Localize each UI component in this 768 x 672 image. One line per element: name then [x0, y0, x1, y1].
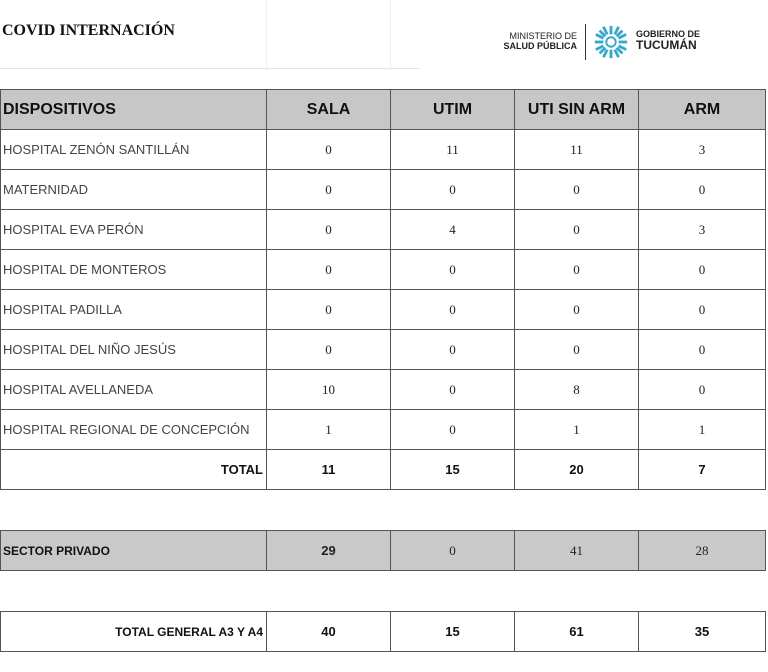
total-label: TOTAL — [1, 450, 267, 490]
general-arm: 35 — [639, 612, 766, 652]
cell-uti-sin-arm: 0 — [515, 330, 639, 370]
table-row — [1, 410, 766, 450]
total-arm: 7 — [639, 450, 766, 490]
spacer-cell — [1, 490, 766, 531]
cell-sala: 0 — [267, 170, 391, 210]
hospital-name: HOSPITAL DE MONTEROS — [1, 250, 267, 290]
cell-arm: 0 — [639, 290, 766, 330]
ministerio-line1: MINISTERIO DE — [509, 31, 577, 41]
table-row — [1, 250, 766, 290]
cell-sala: 0 — [267, 210, 391, 250]
cell-utim: 0 — [391, 410, 515, 450]
cell-arm: 0 — [639, 170, 766, 210]
general-utim: 15 — [391, 612, 515, 652]
total-uti-sin-arm: 20 — [515, 450, 639, 490]
cell-utim: 0 — [391, 330, 515, 370]
private-uti-sin-arm: 41 — [515, 531, 639, 571]
private-sector-row — [1, 531, 766, 571]
column-header-sala: SALA — [267, 90, 391, 130]
hospital-name: HOSPITAL ZENÓN SANTILLÁN — [1, 130, 267, 170]
total-general-row — [1, 612, 766, 652]
cell-uti-sin-arm: 0 — [515, 250, 639, 290]
cell-sala: 10 — [267, 370, 391, 410]
column-header-uti-sin-arm: UTI SIN ARM — [515, 90, 639, 130]
ministerio-text — [497, 31, 577, 51]
column-header-utim: UTIM — [391, 90, 515, 130]
table-row — [1, 210, 766, 250]
table-header-row — [1, 90, 766, 130]
cell-arm: 3 — [639, 130, 766, 170]
gobierno-line2: TUCUMÁN — [636, 38, 697, 52]
cell-uti-sin-arm: 0 — [515, 170, 639, 210]
private-arm: 28 — [639, 531, 766, 571]
logo-separator — [585, 24, 586, 60]
cell-utim: 0 — [391, 370, 515, 410]
hospital-name: HOSPITAL DEL NIÑO JESÚS — [1, 330, 267, 370]
cell-sala: 1 — [267, 410, 391, 450]
cell-utim: 4 — [391, 210, 515, 250]
cell-uti-sin-arm: 0 — [515, 210, 639, 250]
cell-uti-sin-arm: 8 — [515, 370, 639, 410]
hospital-name: HOSPITAL PADILLA — [1, 290, 267, 330]
cell-arm: 0 — [639, 370, 766, 410]
total-general-label: TOTAL GENERAL A3 Y A4 — [1, 612, 267, 652]
tucuman-emblem-icon — [592, 23, 630, 61]
gridline — [266, 0, 267, 70]
cell-uti-sin-arm: 0 — [515, 290, 639, 330]
cell-utim: 0 — [391, 290, 515, 330]
table-row — [1, 330, 766, 370]
cell-arm: 3 — [639, 210, 766, 250]
total-utim: 15 — [391, 450, 515, 490]
column-header-arm: ARM — [639, 90, 766, 130]
ministerio-line2: SALUD PÚBLICA — [503, 41, 577, 51]
table-row — [1, 130, 766, 170]
general-uti-sin-arm: 61 — [515, 612, 639, 652]
cell-sala: 0 — [267, 250, 391, 290]
total-row — [1, 450, 766, 490]
total-sala: 11 — [267, 450, 391, 490]
header-divider — [0, 68, 420, 69]
private-sala: 29 — [267, 531, 391, 571]
cell-arm: 1 — [639, 410, 766, 450]
cell-sala: 0 — [267, 130, 391, 170]
internacion-table — [0, 89, 766, 652]
gobierno-line1: GOBIERNO DE — [636, 29, 701, 39]
gridline — [390, 0, 391, 70]
cell-utim: 0 — [391, 170, 515, 210]
table-row — [1, 170, 766, 210]
hospital-name: HOSPITAL AVELLANEDA — [1, 370, 267, 410]
page-title: COVID INTERNACIÓN — [2, 22, 175, 39]
hospital-name: HOSPITAL REGIONAL DE CONCEPCIÓN — [1, 410, 267, 450]
cell-arm: 0 — [639, 330, 766, 370]
gobierno-text — [636, 29, 700, 52]
hospital-name: MATERNIDAD — [1, 170, 267, 210]
cell-uti-sin-arm: 1 — [515, 410, 639, 450]
cell-utim: 0 — [391, 250, 515, 290]
private-sector-label: SECTOR PRIVADO — [1, 531, 267, 571]
cell-arm: 0 — [639, 250, 766, 290]
general-sala: 40 — [267, 612, 391, 652]
report-header — [0, 0, 768, 70]
table-row — [1, 290, 766, 330]
table-row — [1, 370, 766, 410]
private-utim: 0 — [391, 531, 515, 571]
spacer-cell — [1, 571, 766, 612]
spacer-row — [1, 490, 766, 531]
column-header-dispositivos: DISPOSITIVOS — [1, 90, 267, 130]
hospital-name: HOSPITAL EVA PERÓN — [1, 210, 267, 250]
cell-sala: 0 — [267, 330, 391, 370]
cell-utim: 11 — [391, 130, 515, 170]
cell-sala: 0 — [267, 290, 391, 330]
cell-uti-sin-arm: 11 — [515, 130, 639, 170]
spacer-row — [1, 571, 766, 612]
